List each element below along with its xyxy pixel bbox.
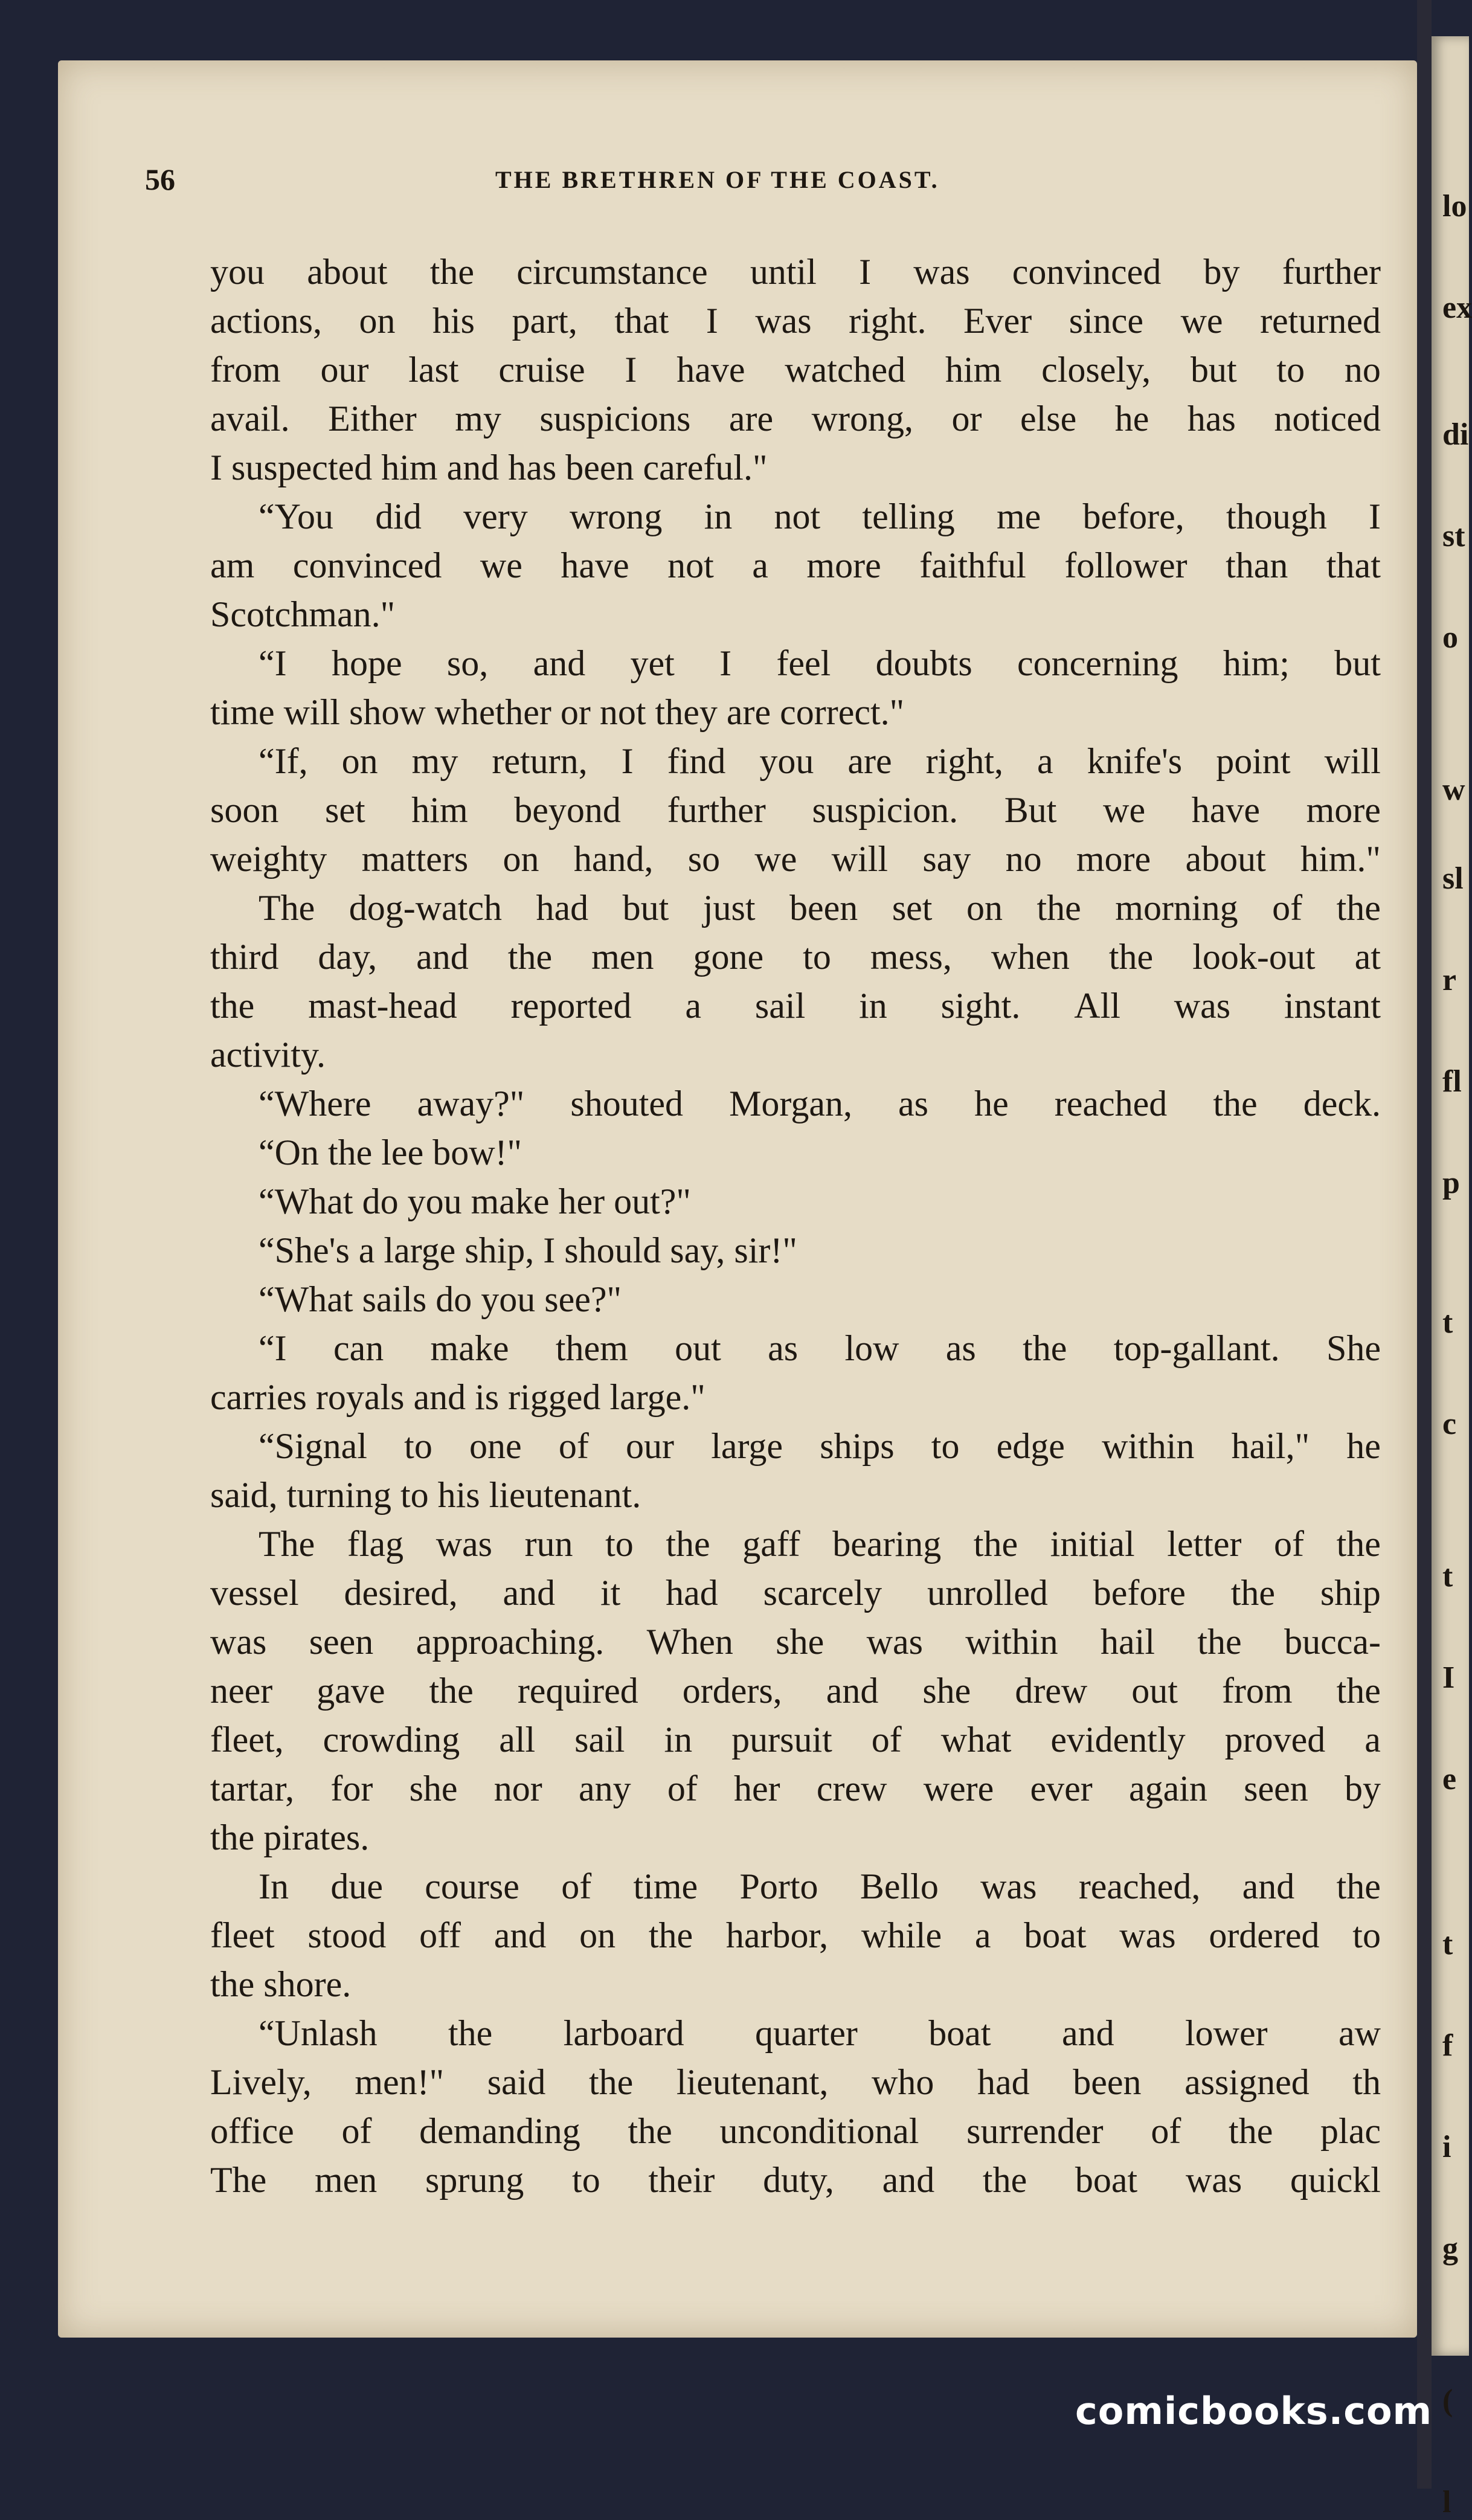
body-text <box>210 248 1381 2205</box>
text-line: the shore. <box>210 1964 352 2004</box>
adjacent-page-edge <box>1432 36 1472 2519</box>
text-line: am convinced we have not a more faithful follower than that <box>210 545 1381 585</box>
adjacent-page-fragment: sl <box>1442 861 1464 896</box>
text-line: The dog-watch had but just been set on the morning of the <box>259 888 1381 928</box>
adjacent-page-fragment: t <box>1442 1559 1453 1593</box>
adjacent-page-fragment: ( <box>1442 2383 1453 2418</box>
text-line: the pirates. <box>210 1818 370 1857</box>
text-line: The men sprung to their duty, and the boat was quickl <box>210 2160 1381 2200</box>
text-line: “What do you make her out?" <box>259 1181 691 1221</box>
text-line: was seen approaching. When she was within hail the bucca- <box>210 1622 1381 1662</box>
adjacent-page-fragment: w <box>1442 773 1465 807</box>
running-title: THE BRETHREN OF THE COAST. <box>495 166 940 193</box>
text-line: neer gave the required orders, and she drew out from the <box>210 1671 1381 1711</box>
text-line: Scotchman." <box>210 594 396 634</box>
text-line: I suspected him and has been careful." <box>210 448 768 487</box>
text-line: “Unlash the larboard quarter boat and lower aw <box>259 2013 1381 2053</box>
text-line: tartar, for she nor any of her crew were ever again seen by <box>210 1769 1381 1808</box>
adjacent-page-fragment: o <box>1442 620 1458 655</box>
text-line: carries royals and is rigged large." <box>210 1377 705 1417</box>
text-line: “If, on my return, I find you are right, a knife's point will <box>259 741 1381 781</box>
adjacent-page-fragment: i <box>1442 2130 1451 2164</box>
text-line: soon set him beyond further suspicion. But we have more <box>210 790 1381 830</box>
adjacent-page-fragment: di <box>1442 417 1469 452</box>
text-line: weighty matters on hand, so we will say no more about him." <box>210 839 1381 879</box>
book-gutter <box>1417 0 1432 2489</box>
text-line: Lively, men!" said the lieutenant, who had been assigned th <box>210 2062 1381 2102</box>
adjacent-page-fragment: st <box>1442 519 1465 553</box>
text-line: fleet, crowding all sail in pursuit of what evidently proved a <box>210 1720 1381 1760</box>
text-line: The flag was run to the gaff bearing the initial letter of the <box>259 1524 1381 1564</box>
adjacent-page-fragment: c <box>1442 1407 1457 1441</box>
text-line: from our last cruise I have watched him closely, but to no <box>210 350 1381 390</box>
text-line: office of demanding the unconditional surrender of the plac <box>210 2111 1381 2151</box>
text-line: “You did very wrong in not telling me before, though I <box>259 497 1381 536</box>
text-line: fleet stood off and on the harbor, while a boat was ordered to <box>210 1915 1381 1955</box>
text-line: “She's a large ship, I should say, sir!" <box>259 1230 797 1270</box>
adjacent-page-fragment: e <box>1442 1762 1457 1796</box>
adjacent-page-fragment: r <box>1442 963 1457 997</box>
adjacent-page-fragment: f <box>1442 2028 1453 2063</box>
adjacent-page-fragment: p <box>1442 1166 1460 1200</box>
text-line: said, turning to his lieutenant. <box>210 1475 641 1515</box>
text-line: the mast-head reported a sail in sight. All was instant <box>210 986 1381 1026</box>
text-line: “I hope so, and yet I feel doubts concerning him; but <box>259 643 1381 683</box>
page-header <box>145 162 1377 204</box>
adjacent-page-fragment: ex <box>1442 291 1472 325</box>
text-line: actions, on his part, that I was right. Ever since we returned <box>210 301 1381 341</box>
text-line: “Signal to one of our large ships to edge within hail," he <box>259 1426 1381 1466</box>
page-number: 56 <box>145 162 175 196</box>
adjacent-page-fragment: l <box>1442 2485 1451 2519</box>
text-line: In due course of time Porto Bello was reached, and the <box>259 1866 1381 1906</box>
adjacent-page-fragment: g <box>1442 2231 1458 2266</box>
watermark: comicbooks.com <box>1075 2389 1433 2433</box>
text-line: “What sails do you see?" <box>259 1279 622 1319</box>
text-line: time will show whether or not they are correct." <box>210 692 905 732</box>
text-line: “Where away?" shouted Morgan, as he reached the deck. <box>259 1084 1381 1123</box>
text-line: you about the circumstance until I was convinced by further <box>210 252 1381 292</box>
text-line: third day, and the men gone to mess, when the look-out at <box>210 937 1381 977</box>
adjacent-page-fragment: t <box>1442 1305 1453 1340</box>
text-line: “On the lee bow!" <box>259 1133 522 1172</box>
text-line: “I can make them out as low as the top-gallant. She <box>259 1328 1381 1368</box>
adjacent-page-fragment: fl <box>1442 1064 1462 1099</box>
text-line: vessel desired, and it had scarcely unrolled before the ship <box>210 1573 1381 1613</box>
text-line: avail. Either my suspicions are wrong, or else he has noticed <box>210 399 1381 439</box>
text-line: activity. <box>210 1035 326 1075</box>
adjacent-page-fragment: lo <box>1442 189 1467 223</box>
adjacent-page-fragment: I <box>1442 1660 1455 1695</box>
adjacent-page-fragment: t <box>1442 1927 1453 1961</box>
